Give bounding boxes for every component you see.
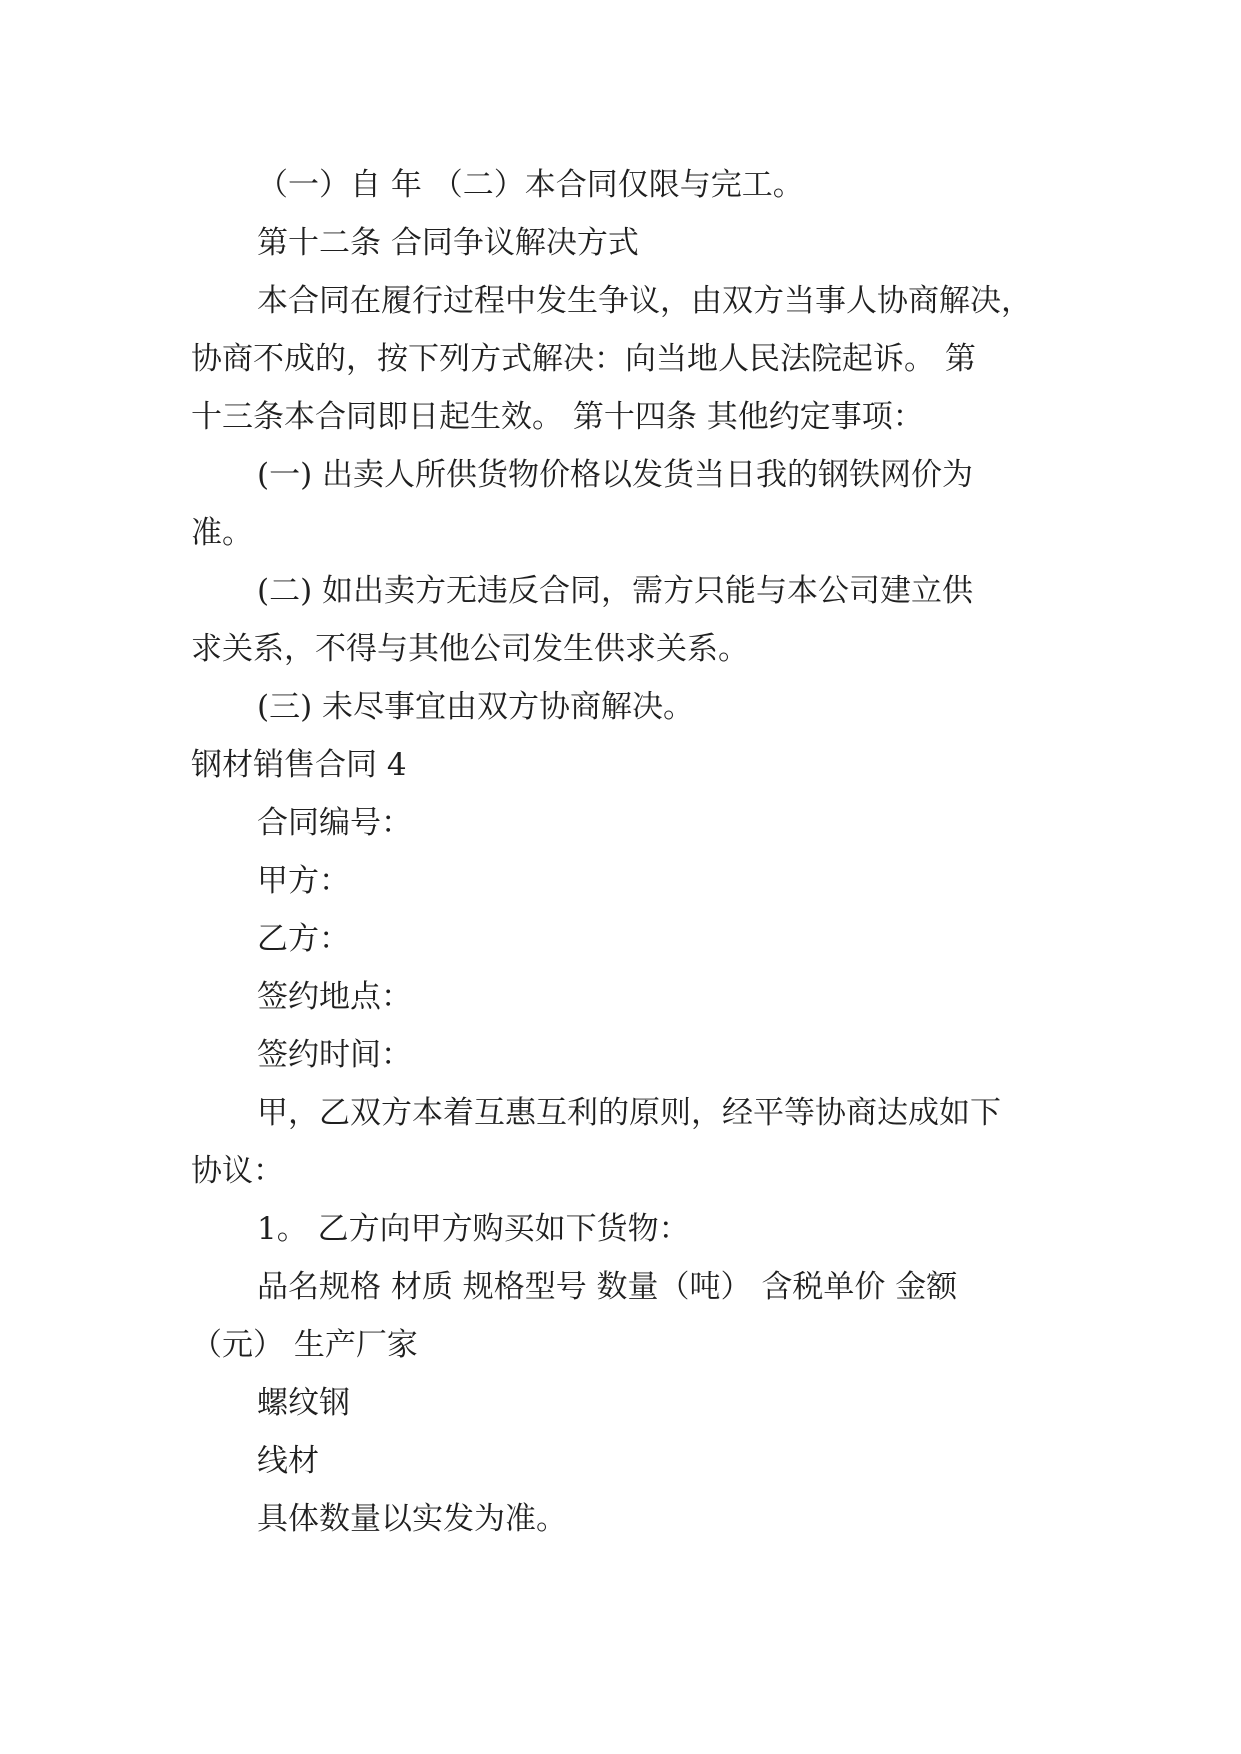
paragraph-line: (一) 出卖人所供货物价格以发货当日我的钢铁网价为 — [257, 457, 974, 493]
paragraph-line: (二) 如出卖方无违反合同，需方只能与本公司建立供 — [257, 573, 974, 609]
paragraph-line: 协议： — [191, 1153, 284, 1189]
paragraph-line: 协商不成的，按下列方式解决：向当地人民法院起诉。 第 — [191, 341, 976, 377]
paragraph-line: 求关系，不得与其他公司发生供求关系。 — [191, 631, 749, 667]
party-a-label: 甲方： — [257, 863, 350, 899]
paragraph-line: 甲，乙双方本着互惠互利的原则，经平等协商达成如下 — [257, 1095, 1001, 1131]
section-heading: 第十二条 合同争议解决方式 — [257, 225, 639, 261]
contract-number-label: 合同编号： — [257, 805, 412, 841]
party-b-label: 乙方： — [257, 921, 350, 957]
paragraph-line: 本合同在履行过程中发生争议，由双方当事人协商解决， — [257, 283, 1032, 319]
paragraph-line: 1。 乙方向甲方购买如下货物： — [257, 1211, 690, 1247]
product-item: 螺纹钢 — [257, 1385, 350, 1421]
paragraph-line: 具体数量以实发为准。 — [257, 1501, 567, 1537]
table-header-line: （元） 生产厂家 — [191, 1327, 418, 1363]
document-title: 钢材销售合同 4 — [191, 747, 407, 783]
paragraph-line: (三) 未尽事宜由双方协商解决。 — [257, 689, 695, 725]
signing-location-label: 签约地点： — [257, 979, 412, 1015]
signing-time-label: 签约时间： — [257, 1037, 412, 1073]
paragraph-line: （一）自 年 （二）本合同仅限与完工。 — [257, 167, 804, 203]
paragraph-line: 准。 — [191, 515, 253, 551]
paragraph-line: 十三条本合同即日起生效。 第十四条 其他约定事项： — [191, 399, 924, 435]
table-header-line: 品名规格 材质 规格型号 数量（吨） 含税单价 金额 — [257, 1269, 958, 1305]
product-item: 线材 — [257, 1443, 319, 1479]
